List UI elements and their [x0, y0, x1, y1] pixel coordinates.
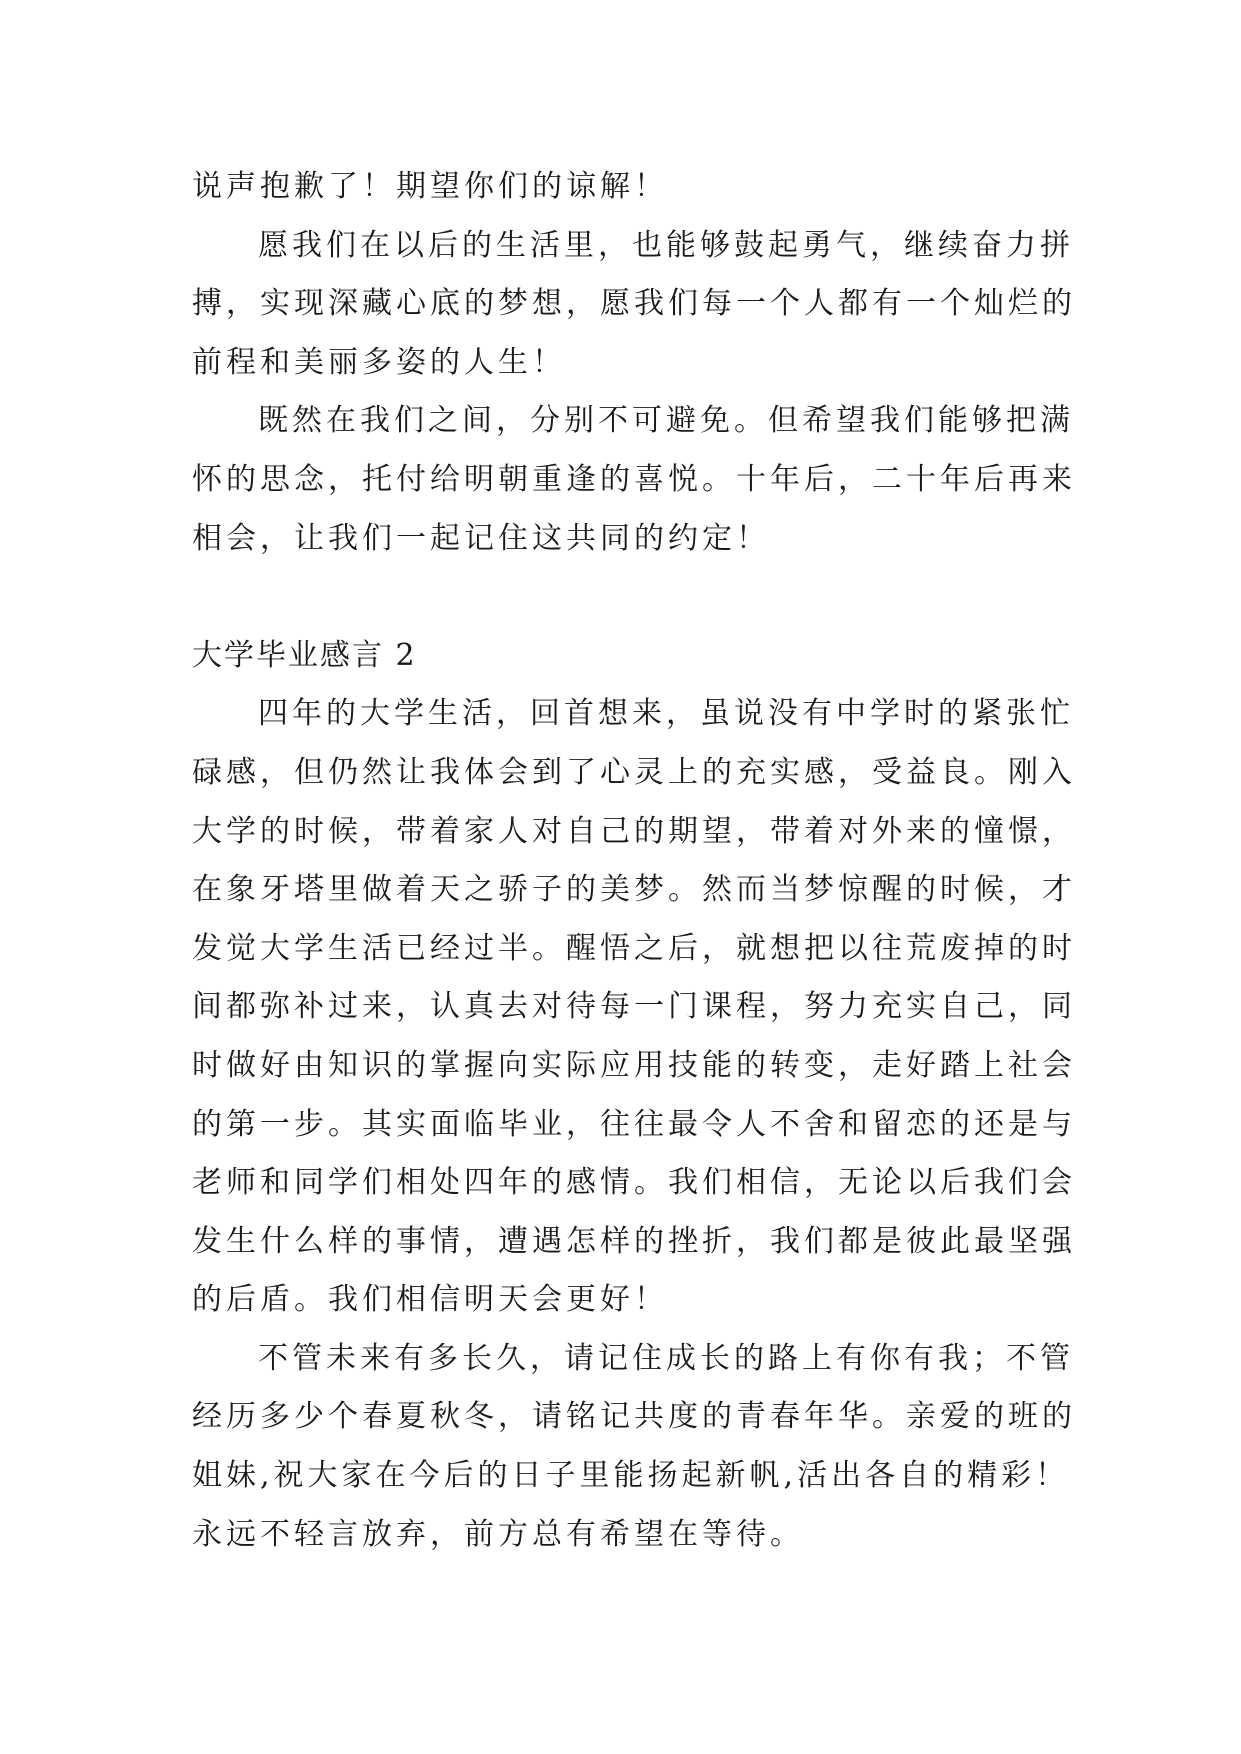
text-line: 四年的大学生活，回首想来，虽说没有中学时的紧张忙	[258, 696, 1074, 732]
paragraph-gap	[192, 568, 1052, 627]
text-line: 发觉大学生活已经过半。醒悟之后，就想把以往荒废掉的时	[192, 930, 1076, 966]
text-line: 经历多少个春夏秋冬，请铭记共度的青春年华。亲爱的班的	[192, 1399, 1076, 1435]
text-line: 姐妹,祝大家在今后的日子里能扬起新帆,活出各自的精彩！	[192, 1458, 1070, 1494]
text-line: 老师和同学们相处四年的感情。我们相信，无论以后我们会	[192, 1165, 1076, 1201]
text-line: 的后盾。我们相信明天会更好！	[192, 1282, 668, 1318]
document-page	[192, 158, 1076, 1564]
text-line: 搏，实现深藏心底的梦想，愿我们每一个人都有一个灿烂的	[192, 286, 1076, 322]
text-line: 在象牙塔里做着天之骄子的美梦。然而当梦惊醒的时候，才	[192, 872, 1076, 908]
text-line: 相会，让我们一起记住这共同的约定！	[192, 520, 770, 556]
text-line: 的第一步。其实面临毕业，往往最令人不舍和留恋的还是与	[192, 1106, 1076, 1142]
section-heading: 大学毕业感言 2	[192, 637, 417, 673]
text-line: 大学的时候，带着家人对自己的期望，带着对外来的憧憬，	[192, 813, 1076, 849]
text-line: 永远不轻言放弃，前方总有希望在等待。	[192, 1516, 804, 1552]
text-line: 前程和美丽多姿的人生！	[192, 344, 566, 380]
text-line: 怀的思念，托付给明朝重逢的喜悦。十年后，二十年后再来	[192, 461, 1076, 497]
text-line: 间都弥补过来，认真去对待每一门课程，努力充实自己，同	[192, 989, 1076, 1025]
text-line: 发生什么样的事情，遭遇怎样的挫折，我们都是彼此最坚强	[192, 1223, 1076, 1259]
text-line: 不管未来有多长久，请记住成长的路上有你有我；不管	[258, 1340, 1074, 1376]
text-line: 愿我们在以后的生活里，也能够鼓起勇气，继续奋力拼	[258, 227, 1074, 263]
text-line: 碌感，但仍然让我体会到了心灵上的充实感，受益良。刚入	[192, 754, 1076, 790]
text-line: 说声抱歉了！期望你们的谅解！	[192, 169, 668, 204]
text-line: 既然在我们之间，分别不可避免。但希望我们能够把满	[258, 403, 1074, 439]
text-line: 时做好由知识的掌握向实际应用技能的转变，走好踏上社会	[192, 1047, 1076, 1083]
